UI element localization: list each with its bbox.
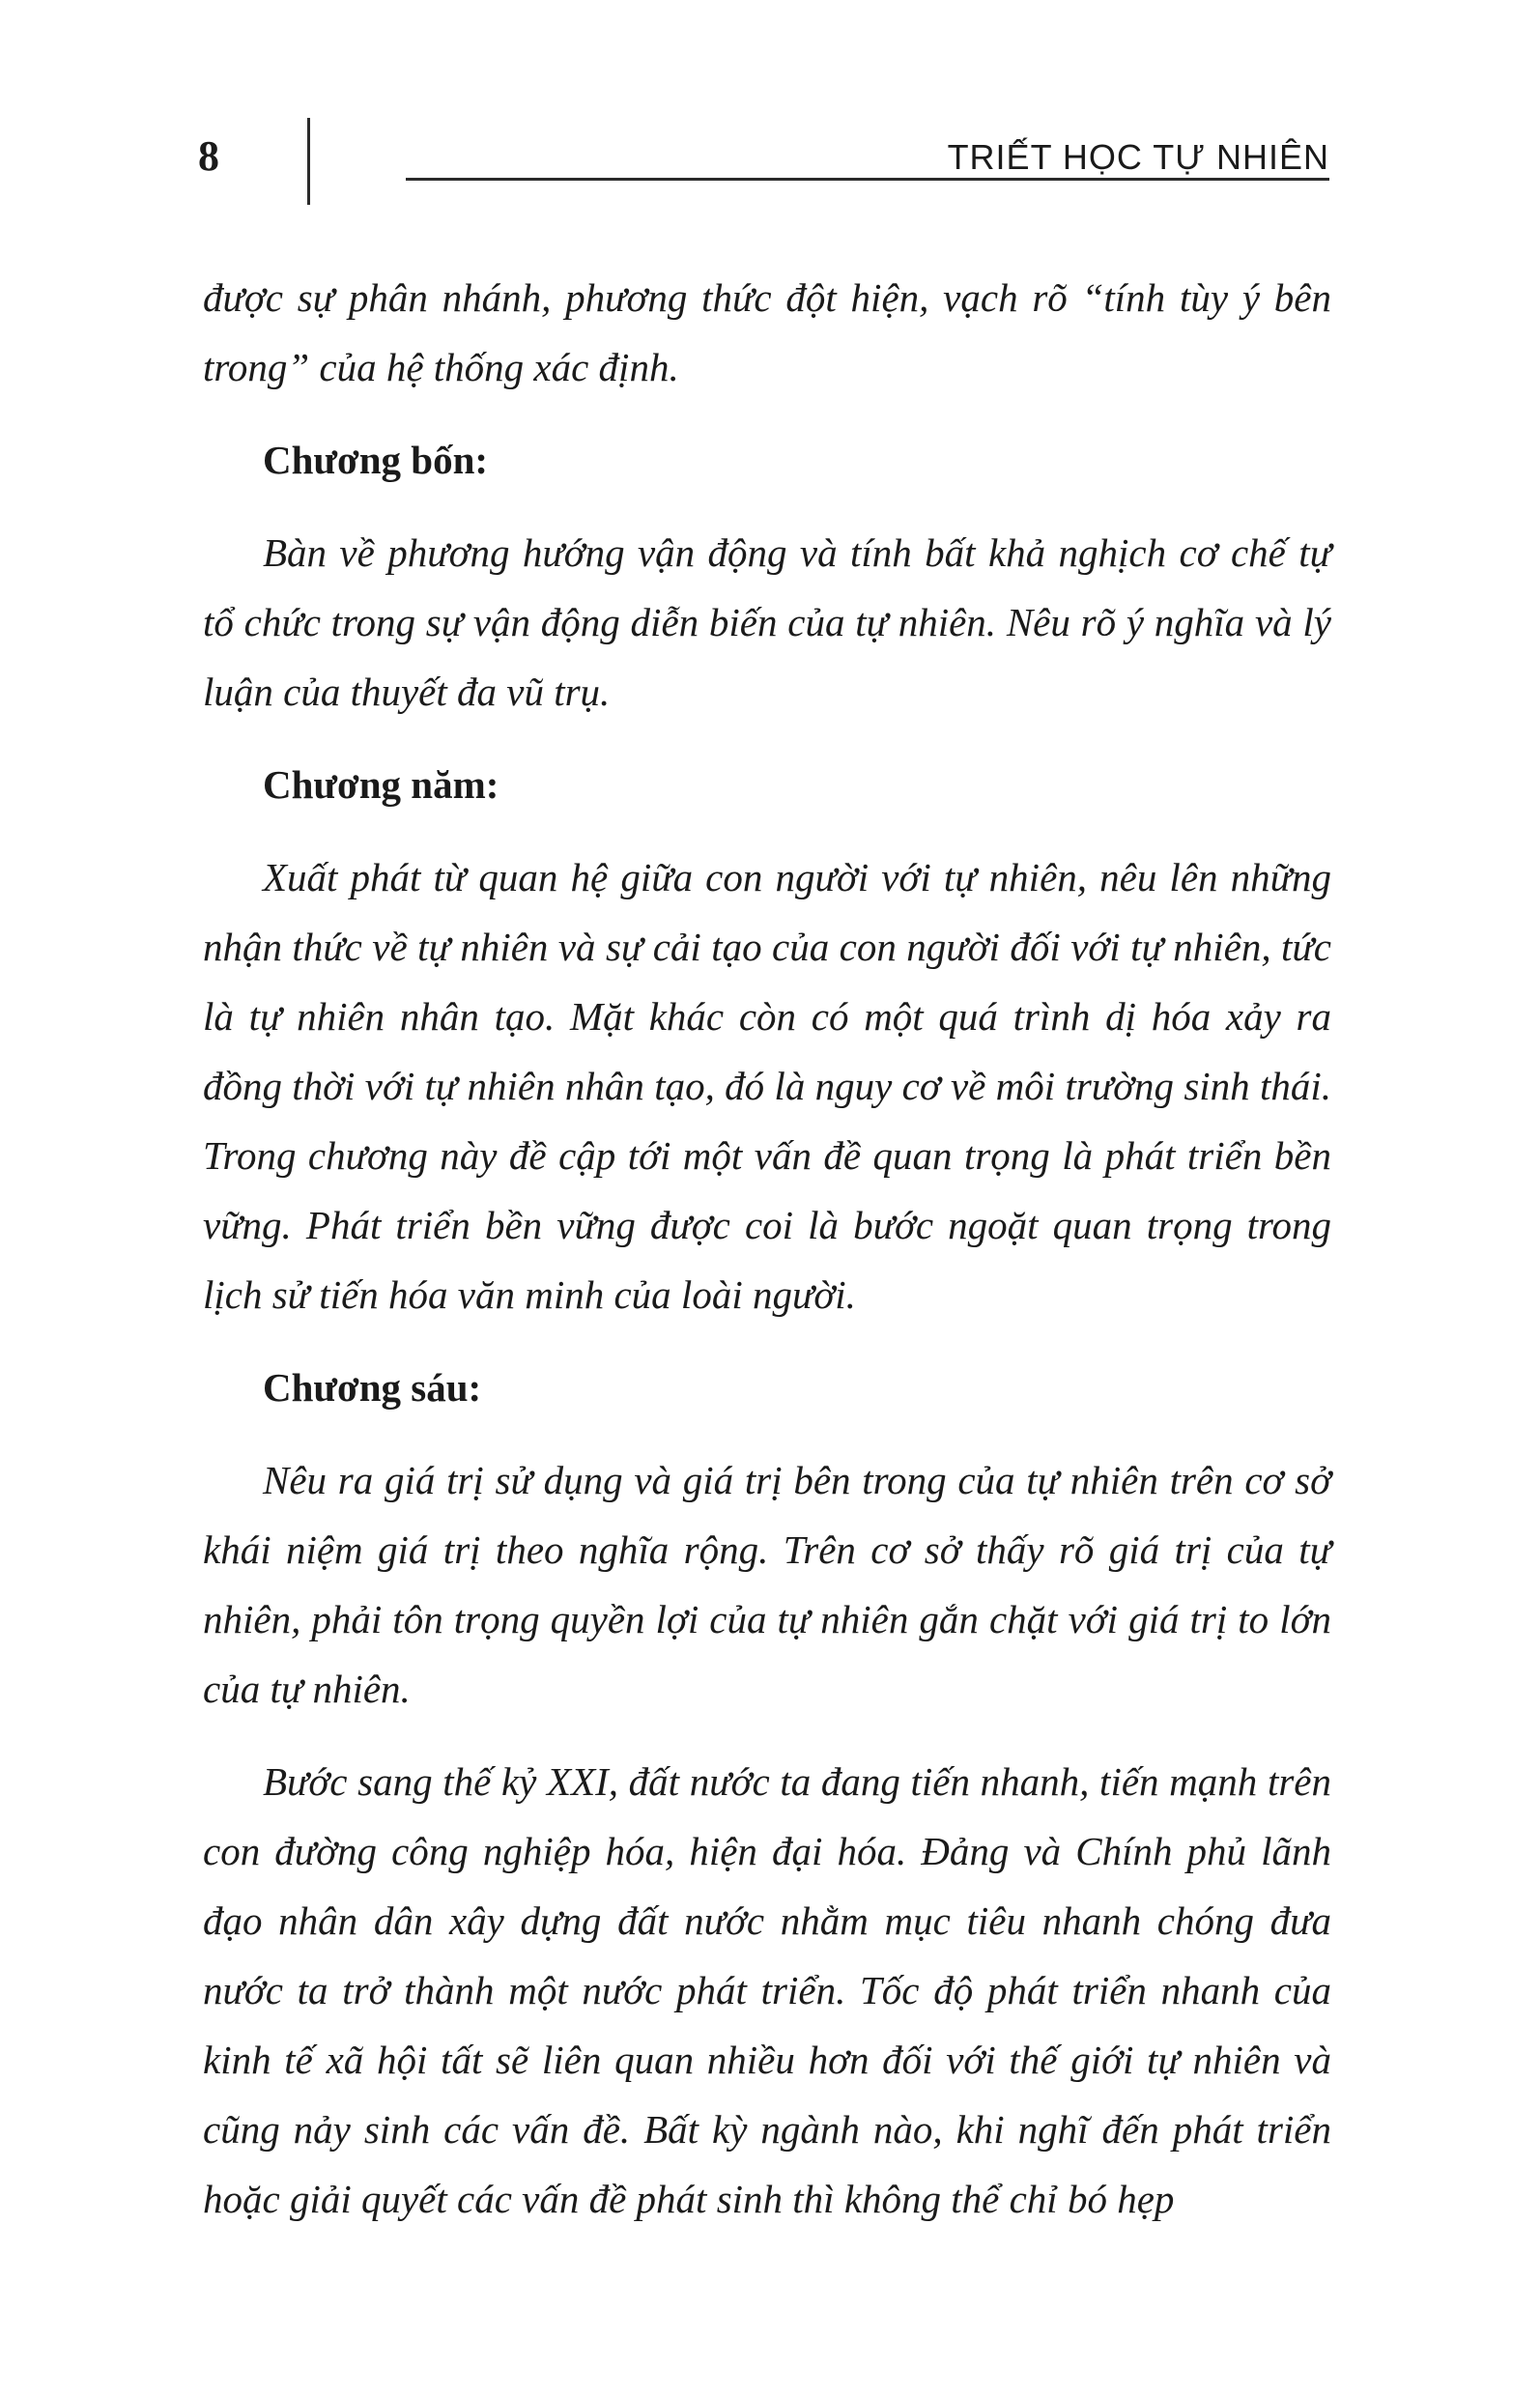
chapter-five-heading: Chương năm: [263, 762, 499, 807]
running-title: TRIẾT HỌC TỰ NHIÊN [947, 137, 1329, 177]
closing-paragraph: Bước sang thế kỷ XXI, đất nước ta đang tiến nhanh, tiến mạnh trên con đường công nghiệp hóa, hiện đại hóa. Đảng và Chính phủ lãnh đạo nhân dân xây dựng đất nước nhằm mục tiêu nhanh chóng đưa nước ta trở thành một nước phát triển. Tốc độ phát triển nhanh của kinh tế xã hội tất sẽ liên quan nhiều hơn đối với thế giới tự nhiên và cũng nảy sinh các vấn đề. Bất kỳ ngành nào, khi nghĩ đến phát triển hoặc giải quyết các vấn đề phát sinh thì không thể chỉ bó hẹp [203, 1759, 1331, 2221]
paragraph-continuation: được sự phân nhánh, phương thức đột hiện, vạch rõ “tính tùy ý bên trong” của hệ thống xác định. [203, 275, 1331, 389]
chapter-four-summary: Bàn về phương hướng vận động và tính bất khả nghịch cơ chế tự tổ chức trong sự vận động diễn biến của tự nhiên. Nêu rõ ý nghĩa và lý luận của thuyết đa vũ trụ. [203, 530, 1331, 714]
page-number: 8 [198, 132, 219, 180]
chapter-four-heading: Chương bốn: [263, 438, 489, 482]
chapter-five-summary: Xuất phát từ quan hệ giữa con người với tự nhiên, nêu lên những nhận thức về tự nhiên và sự cải tạo của con người đối với tự nhiên, tức là tự nhiên nhân tạo. Mặt khác còn có một quá trình dị hóa xảy ra đồng thời với tự nhiên nhân tạo, đó là nguy cơ về môi trường sinh thái. Trong chương này đề cập tới một vấn đề quan trọng là phát triển bền vững. Phát triển bền vững được coi là bước ngoặt quan trọng trong lịch sử tiến hóa văn minh của loài người. [203, 855, 1331, 1317]
chapter-six-summary: Nêu ra giá trị sử dụng và giá trị bên trong của tự nhiên trên cơ sở khái niệm giá trị theo nghĩa rộng. Trên cơ sở thấy rõ giá trị của tự nhiên, phải tôn trọng quyền lợi của tự nhiên gắn chặt với giá trị to lớn của tự nhiên. [203, 1458, 1331, 1711]
chapter-six-heading: Chương sáu: [263, 1365, 482, 1410]
page-body [203, 263, 1331, 2257]
header-rule [406, 178, 1329, 181]
header-divider-vertical [307, 118, 310, 205]
